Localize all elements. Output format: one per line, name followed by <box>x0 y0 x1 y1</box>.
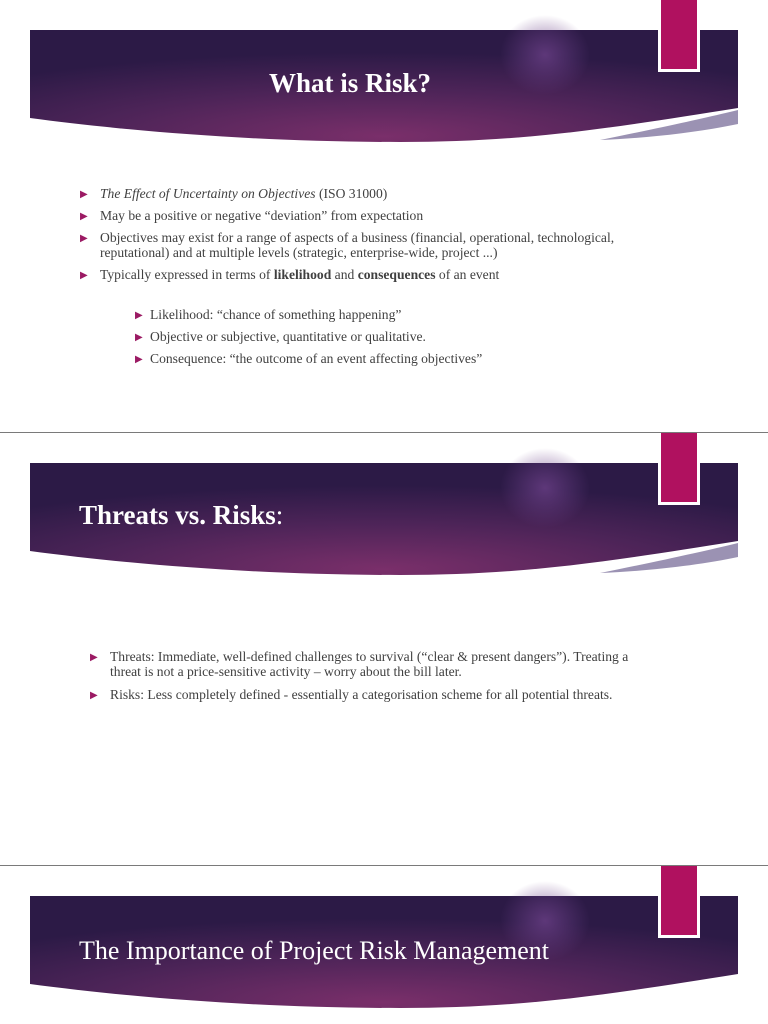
bullet-arrow-icon: ▶ <box>80 233 88 244</box>
slide-title: What is Risk? <box>268 68 432 98</box>
bullet-list <box>90 649 635 710</box>
list-item: ▶ Typically expressed in terms of likelihood and consequences of an event <box>80 267 500 282</box>
bullet-arrow-icon: ▶ <box>80 189 88 200</box>
bullet-arrow-icon: ▶ <box>135 332 143 343</box>
sub-list-item: ▶ Objective or subjective, quantitative or qualitative. <box>135 329 426 344</box>
bullet-list <box>80 186 620 289</box>
slide-title: The Importance of Project Risk Management <box>79 936 550 965</box>
accent-tab <box>658 433 700 505</box>
bullet-arrow-icon: ▶ <box>135 354 143 365</box>
sub-bullet-list <box>135 307 555 373</box>
slide-what-is-risk <box>0 0 768 432</box>
bullet-arrow-icon: ▶ <box>80 270 88 281</box>
bullet-arrow-icon: ▶ <box>90 690 98 701</box>
list-item: ▶ May be a positive or negative “deviation” from expectation <box>80 208 424 223</box>
list-item: ▶ Risks: Less completely defined - essentially a categorisation scheme for all potential threats. <box>90 687 613 702</box>
list-item: ▶ Objectives may exist for a range of aspects of a business (financial, operational, technological, reputational) and at multiple levels (strategic, enterprise-wide, project ...) <box>80 230 615 260</box>
accent-tab <box>658 0 700 72</box>
bullet-arrow-icon: ▶ <box>80 211 88 222</box>
list-item: ▶ Threats: Immediate, well-defined challenges to survival (“clear & present dangers”). Treating a threat is not a price-sensitive activity – worry about the bill later. <box>90 649 629 679</box>
bullet-arrow-icon: ▶ <box>135 310 143 321</box>
sub-list-item: ▶ Consequence: “the outcome of an event affecting objectives” <box>135 351 483 366</box>
list-item: ▶ The Effect of Uncertainty on Objectives (ISO 31000) <box>80 186 388 201</box>
sub-list-item: ▶ Likelihood: “chance of something happening” <box>135 307 402 322</box>
accent-tab <box>658 866 700 938</box>
bullet-arrow-icon: ▶ <box>90 652 98 663</box>
slide-title: Threats vs. Risks: <box>79 500 284 530</box>
